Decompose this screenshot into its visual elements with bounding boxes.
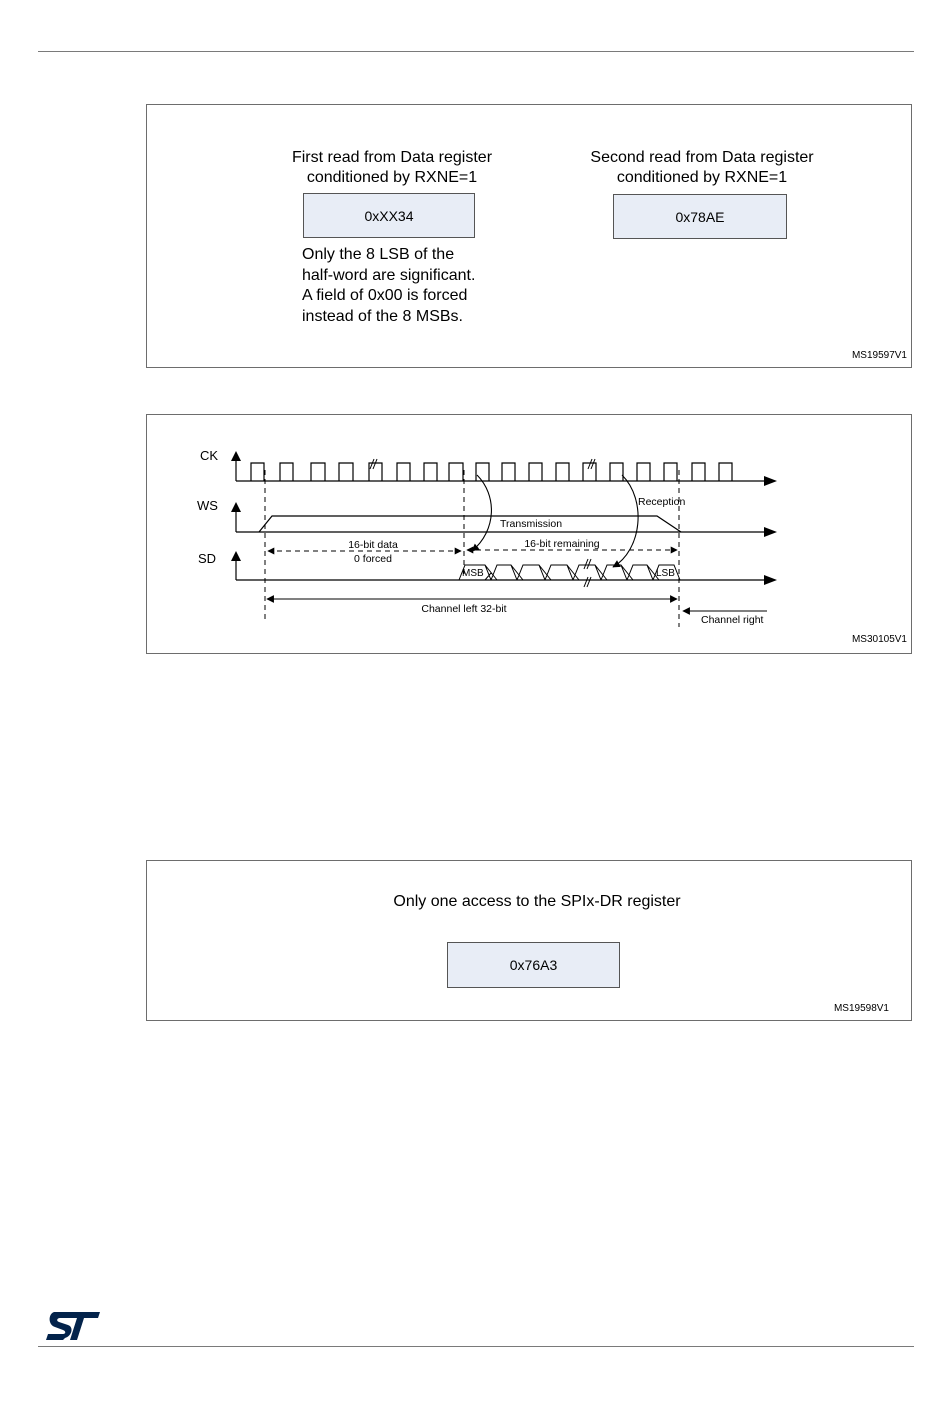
lsb-note-line: half-word are significant. [302, 266, 476, 284]
baseline-arrowheads [764, 476, 777, 585]
second-read-value-box [613, 194, 787, 239]
axis-arrows [231, 451, 241, 580]
reception-curve-arrow [613, 475, 638, 567]
first-read-value: 0xXX34 [364, 207, 414, 224]
msb-label: MSB [462, 568, 484, 579]
lsb-note [302, 245, 512, 327]
forced-zero-label: 0 forced [354, 553, 392, 565]
channel-right-label: Channel right [701, 614, 764, 626]
reception-label: Reception [638, 496, 686, 508]
first-read-caption-line1: First read from Data register [291, 149, 493, 166]
header-rule [38, 51, 914, 52]
st-logo-icon [44, 1310, 102, 1342]
figure-reference: MS19598V1 [833, 1003, 889, 1014]
second-read-caption-line1: Second read from Data register [590, 149, 814, 166]
lsb-note-line: A field of 0x00 is forced [302, 287, 468, 304]
lsb-note-line: Only the 8 LSB of the [302, 246, 455, 263]
clock-break-marks [370, 459, 595, 469]
figure-reference: MS19597V1 [851, 350, 907, 361]
second-read-value: 0x78AE [675, 208, 725, 225]
signal-label-ck: CK [200, 448, 219, 463]
channel-left-label: Channel left 32-bit [421, 603, 507, 615]
second-read-caption [577, 148, 827, 188]
single-access-value-box [447, 942, 620, 988]
ws-waveform [259, 516, 681, 532]
signal-label-ws: WS [197, 498, 218, 513]
signal-label-sd: SD [198, 551, 217, 566]
figure-data-register-reads [146, 104, 912, 368]
data16-label: 16-bit data [348, 539, 398, 551]
first-read-caption-line2: conditioned by RXNE=1 [306, 169, 478, 186]
single-access-value: 0x76A3 [509, 957, 558, 973]
transmission-curve-arrow [472, 475, 491, 551]
transmission-label: Transmission [500, 518, 563, 530]
lsb-label: LSB [656, 568, 675, 579]
remaining-label: 16-bit remaining [524, 538, 600, 550]
figure-timing-diagram [146, 414, 912, 654]
lsb-note-line: instead of the 8 MSBs. [302, 307, 463, 325]
figure-reference: MS30105V1 [851, 634, 907, 645]
clock-waveform [251, 463, 732, 481]
first-read-caption [277, 148, 507, 188]
sd-break-marks [584, 559, 591, 587]
single-access-caption: Only one access to the SPIx-DR register [393, 893, 681, 910]
figure-single-access [146, 860, 912, 1021]
sd-data-waveform [459, 565, 680, 580]
second-read-caption-line2: conditioned by RXNE=1 [616, 169, 788, 186]
footer-rule [38, 1346, 914, 1347]
timing-diagram-svg [147, 415, 911, 653]
first-read-value-box [303, 193, 475, 238]
